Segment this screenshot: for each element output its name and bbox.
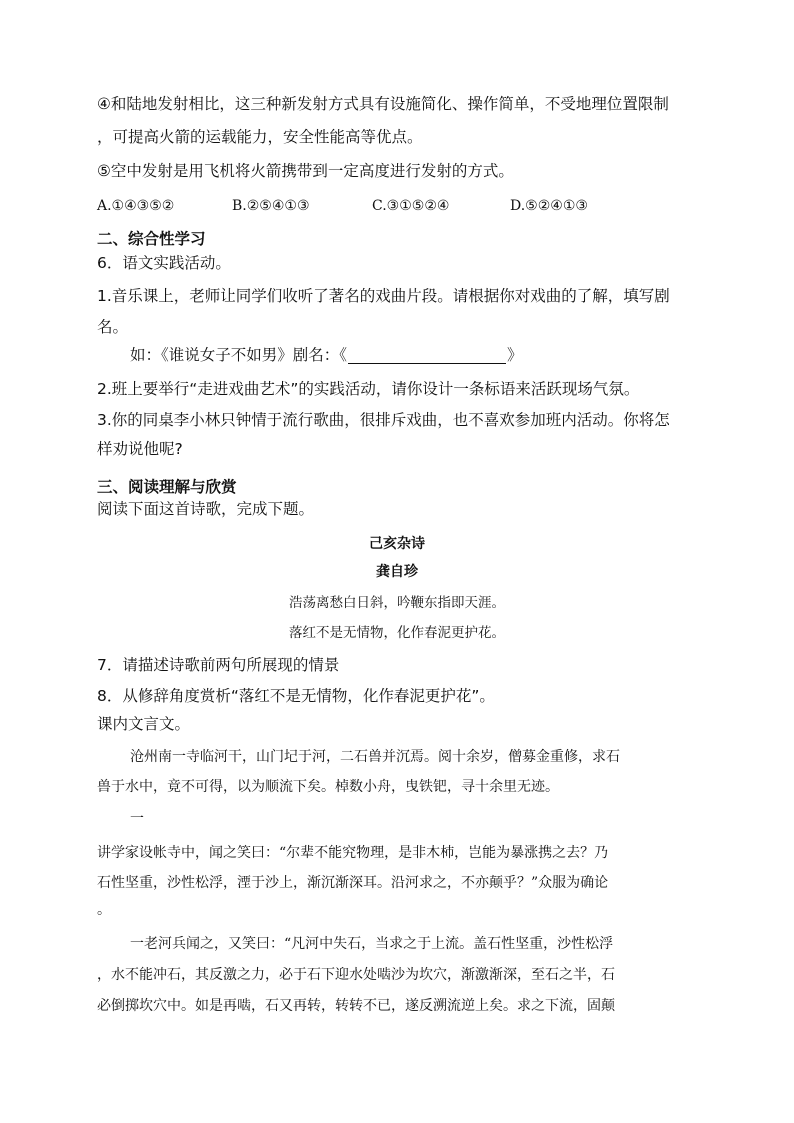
- answer-blank[interactable]: [348, 349, 506, 364]
- passage-p3-line-1: 一老河兵闻之，又笑曰：“凡河中失石，当求之于上流。盖石性坚重，沙性松浮: [130, 936, 614, 952]
- example-prefix: 如：《谁说女子不如男》剧名：《: [130, 346, 348, 364]
- example-suffix: 》: [507, 346, 523, 364]
- poem-line-2: 落红不是无情物，化作春泥更护花。: [289, 625, 505, 641]
- reading-intro: 阅读下面这首诗歌，完成下题。: [97, 500, 315, 518]
- section-heading-comprehensive: 二、综合性学习: [97, 230, 206, 248]
- option-item-4-line-2: ，可提高火箭的运载能力，安全性能高等优点。: [97, 128, 423, 146]
- poem-author: 龚自珍: [376, 564, 418, 580]
- passage-dash: 一: [130, 811, 144, 827]
- passage-p3-line-3: 必倒掷坎穴中。如是再啮，石又再转，转转不已，遂反溯流逆上矣。求之下流，固颠: [97, 998, 615, 1014]
- section-heading-reading: 三、阅读理解与欣赏: [97, 478, 237, 496]
- sub-question-3-line-2: 样劝说他呢?: [97, 440, 183, 458]
- sub-question-1-line-2: 名。: [97, 318, 129, 336]
- sub-question-2: 2.班上要举行“走进戏曲艺术”的实践活动，请你设计一条标语来活跃现场气氛。: [97, 380, 640, 398]
- choice-a: A.①④③⑤②: [97, 198, 175, 214]
- passage-p1-line-2: 兽于水中，竟不可得，以为顺流下矣。棹数小舟，曳铁钯，寻十余里无迹。: [97, 779, 559, 795]
- passage-p3-line-2: ，水不能冲石，其反激之力，必于石下迎水处啮沙为坎穴，渐激渐深，至石之半，石: [97, 967, 615, 983]
- sub-question-1-line-1: 1.音乐课上，老师让同学们收听了著名的戏曲片段。请根据你对戏曲的了解，填写剧: [97, 287, 670, 305]
- poem-line-1: 浩荡离愁白日斜，吟鞭东指即天涯。: [289, 595, 505, 611]
- classical-intro: 课内文言文。: [97, 715, 191, 733]
- example-line: [130, 348, 523, 364]
- passage-p2-line-1: 讲学家设帐寺中，闻之笑曰：“尔辈不能究物理，是非木杮，岂能为暴涨携之去？乃: [97, 845, 609, 861]
- passage-p2-line-2: 石性坚重，沙性松浮，湮于沙上，渐沉渐深耳。沿河求之，不亦颠乎？”众服为确论: [97, 875, 609, 891]
- question-7: 7．请描述诗歌前两句所展现的情景: [97, 656, 340, 674]
- question-8: 8．从修辞角度赏析“落红不是无情物，化作春泥更护花”。: [97, 687, 495, 705]
- question-6: 6．语文实践活动。: [97, 254, 231, 272]
- passage-p1-line-1: 沧州南一寺临河干，山门圮于河，二石兽并沉焉。阅十余岁，僧募金重修，求石: [130, 749, 620, 765]
- choice-b: B.②⑤④①③: [232, 198, 310, 214]
- choice-d: D.⑤②④①③: [510, 198, 588, 214]
- option-item-5: ⑤空中发射是用飞机将火箭携带到一定高度进行发射的方式。: [97, 162, 514, 180]
- choice-c: C.③①⑤②④: [372, 198, 450, 214]
- passage-p2-line-3: 。: [97, 902, 111, 918]
- option-item-4-line-1: ④和陆地发射相比，这三种新发射方式具有设施简化、操作简单，不受地理位置限制: [97, 95, 669, 113]
- sub-question-3-line-1: 3.你的同桌李小林只钟情于流行歌曲，很排斥戏曲，也不喜欢参加班内活动。你将怎: [97, 411, 670, 429]
- poem-title: 己亥杂诗: [369, 536, 425, 552]
